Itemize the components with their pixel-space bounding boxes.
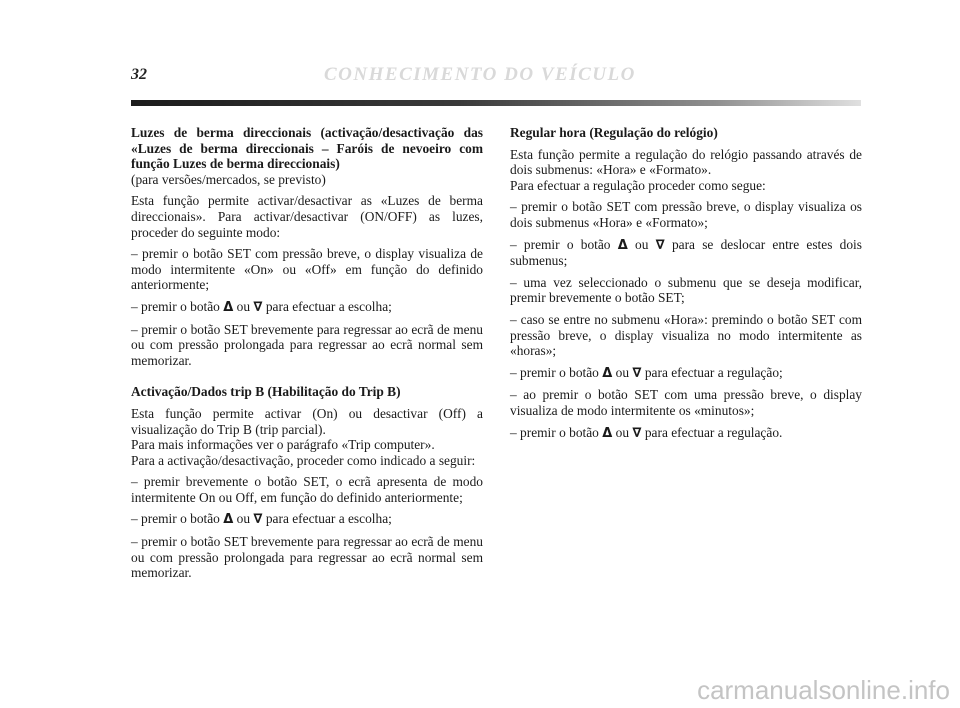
- site-watermark: carmanualsonline.info: [697, 675, 950, 705]
- down-arrow-icon: ∇: [253, 299, 263, 315]
- paragraph: Esta função permite activar (On) ou desactivar (Off) a visualização do Trip B (trip parcial).: [131, 405, 483, 437]
- paragraph: Para a activação/desactivação, proceder como indicado a seguir:: [131, 452, 476, 468]
- up-arrow-icon: Δ: [223, 299, 234, 315]
- text-run: – premir o botão: [131, 298, 220, 314]
- text-run: ou: [615, 364, 630, 380]
- text-run: para efectuar a regulação.: [644, 424, 783, 440]
- text-run: para se deslocar entre estes dois submenus;: [510, 236, 862, 269]
- down-arrow-icon: ∇: [632, 425, 642, 441]
- paragraph-with-buttons: [131, 299, 483, 316]
- text-run: ou: [236, 298, 251, 314]
- section-title-trip-b: Activação/Dados trip B (Habilitação do Trip B): [131, 384, 401, 400]
- paragraph: – premir o botão SET com pressão breve, o display visualiza os dois submenus «Hora» e «Formato»;: [510, 199, 862, 230]
- section-title-side-lights: Luzes de berma direccionais (activação/desactivação das «Luzes de berma direccionais – Faróis de nevoeiro com função Luzes de berma direccionais): [131, 125, 483, 172]
- paragraph: – premir brevemente o botão SET, o ecrã apresenta de modo intermitente On ou Off, em função do definido anteriormente;: [131, 474, 483, 505]
- text-run: para efectuar a regulação;: [644, 364, 783, 380]
- running-title: CONHECIMENTO DO VEÍCULO: [324, 64, 636, 85]
- section-gap: [131, 374, 483, 384]
- section-trip-b: [131, 384, 483, 581]
- paragraph: Para mais informações ver o parágrafo «Trip computer».: [131, 437, 435, 453]
- text-run: para efectuar a escolha;: [265, 298, 392, 314]
- paragraph-with-buttons: [510, 365, 862, 382]
- down-arrow-icon: ∇: [655, 237, 665, 253]
- up-arrow-icon: Δ: [602, 425, 613, 441]
- page-header: [131, 60, 861, 108]
- section-title-clock: Regular hora (Regulação do relógio): [510, 125, 718, 140]
- paragraph: Esta função permite activar/desactivar as «Luzes de berma direccionais». Para activar/desactivar (ON/OFF) as luzes, proceder do seguinte modo:: [131, 193, 483, 240]
- text-run: para efectuar a escolha;: [265, 511, 392, 527]
- down-arrow-icon: ∇: [253, 512, 263, 528]
- up-arrow-icon: Δ: [223, 512, 234, 528]
- up-arrow-icon: Δ: [617, 237, 628, 253]
- paragraph: Para efectuar a regulação proceder como segue:: [510, 177, 766, 193]
- paragraph: – premir o botão SET com pressão breve, o display visualiza de modo intermitente «On» ou «Off» em função do definido anteriormente;: [131, 246, 483, 293]
- paragraph-with-buttons: [131, 511, 483, 528]
- paragraph: – caso se entre no submenu «Hora»: premindo o botão SET com pressão breve, o display visualiza no modo intermitente as «horas»;: [510, 311, 862, 359]
- right-column: [510, 125, 862, 447]
- text-run: – premir o botão: [510, 364, 599, 380]
- header-rule: [131, 100, 861, 106]
- up-arrow-icon: Δ: [602, 365, 613, 381]
- text-run: – premir o botão: [131, 511, 220, 527]
- text-run: ou: [236, 511, 251, 527]
- text-run: – premir o botão: [510, 236, 611, 252]
- paragraph: Esta função permite a regulação do relógio passando através de dois submenus: «Hora» e «Formato».: [510, 146, 862, 178]
- paragraph: – uma vez seleccionado o submenu que se deseja modificar, premir brevemente o botão SET;: [510, 274, 862, 306]
- text-run: ou: [615, 424, 630, 440]
- left-column: [131, 125, 483, 587]
- text-run: – premir o botão: [510, 424, 599, 440]
- section-side-lights: [131, 125, 483, 368]
- text-run: ou: [635, 236, 649, 252]
- availability-note: (para versões/mercados, se previsto): [131, 171, 326, 187]
- page-number: 32: [131, 66, 147, 83]
- paragraph-with-buttons: [510, 237, 862, 269]
- paragraph: – premir o botão SET brevemente para regressar ao ecrã de menu ou com pressão prolongada para regressar ao ecrã normal sem memorizar.: [131, 534, 483, 581]
- paragraph: – premir o botão SET brevemente para regressar ao ecrã de menu ou com pressão prolongada para regressar ao ecrã normal sem memorizar.: [131, 321, 483, 368]
- paragraph: – ao premir o botão SET com uma pressão breve, o display visualiza de modo intermitente os «minutos»;: [510, 387, 862, 418]
- paragraph-with-buttons: [510, 425, 862, 442]
- down-arrow-icon: ∇: [632, 365, 642, 381]
